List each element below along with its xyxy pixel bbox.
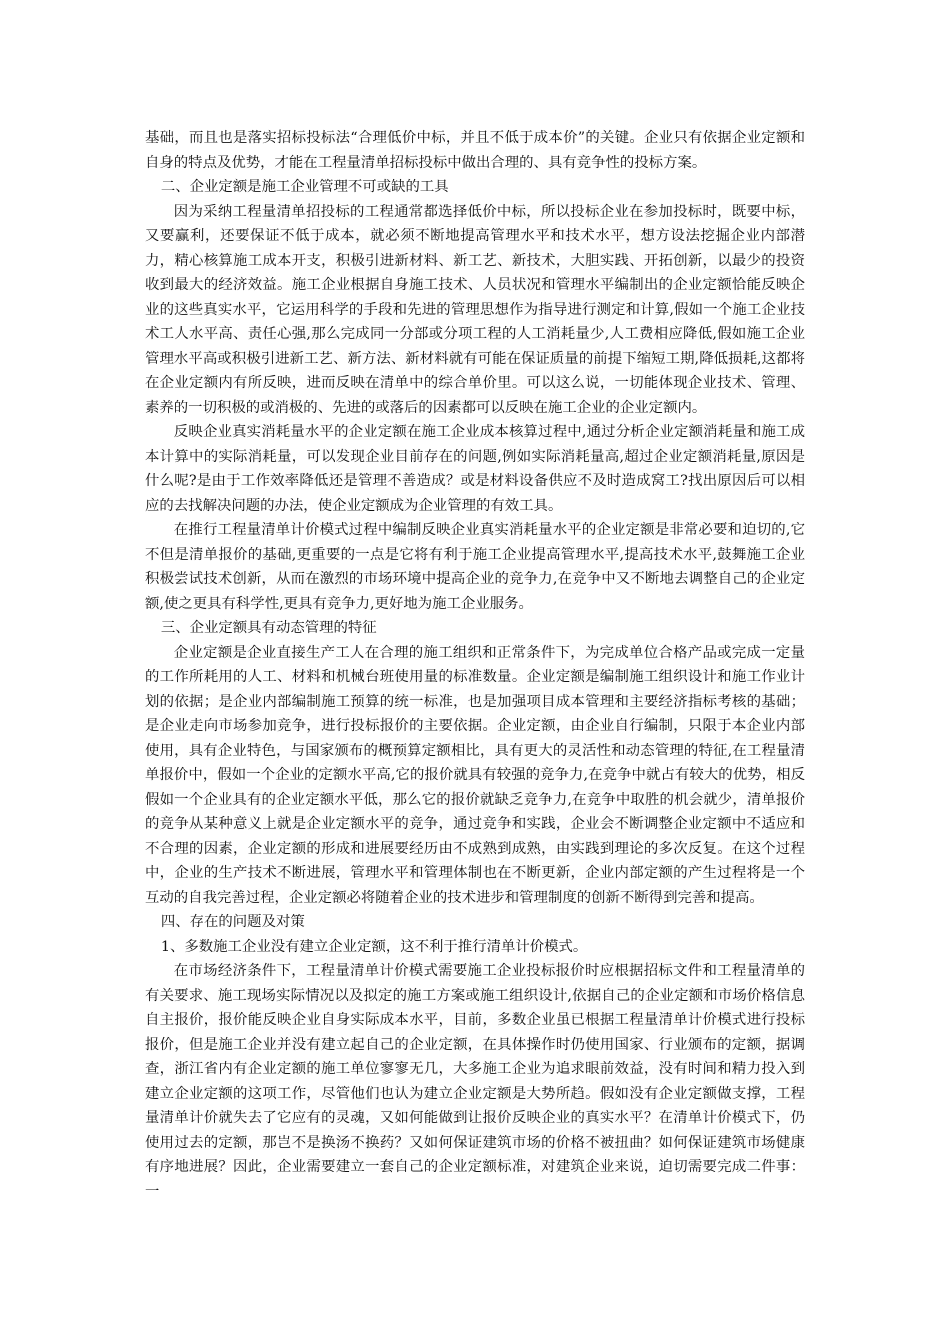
paragraph: 因为采纳工程量清单招投标的工程通常都选择低价中标，所以投标企业在参加投标时，既要中标，又要赢利，还要保证不低于成本，就必须不断地提高管理水平和技术水平，想方设法挖掘企业内部潜力，精心核算施工成本开支，积极引进新材料、新工艺、新技术，大胆实践、开拓创新，以最少的投资收到最大的经济效益。施工企业根据自身施工技术、人员状况和管理水平编制出的企业定额恰能反映企业的这些真实水平，它运用科学的手段和先进的管理思想作为指导进行测定和计算,假如一个施工企业技术工人水平高、责任心强,那么完成同一分部或分项工程的人工消耗量少,人工费相应降低,假如施工企业管理水平高或积极引进新工艺、新方法、新材料就有可能在保证质量的前提下缩短工期,降低损耗,这都将在企业定额内有所反映，进而反映在清单中的综合单价里。可以这么说，一切能体现企业技术、管理、素养的一切积极的或消极的、先进的或落后的因素都可以反映在施工企业的企业定额内。 [145,203,805,416]
section-heading-2: 二、企业定额是施工企业管理不可或缺的工具 [160,179,449,195]
paragraph: 反映企业真实消耗量水平的企业定额在施工企业成本核算过程中,通过分析企业定额消耗量和施工成本计算中的实际消耗量，可以发现企业目前存在的问题,例如实际消耗量高,超过企业定额消耗量,原因是什么呢?是由于工作效率降低还是管理不善造成？或是材料设备供应不及时造成窝工?找出原因后可以相应的去找解决问题的办法，使企业定额成为企业管理的有效工具。 [145,424,805,514]
subsection-heading-1: 1、多数施工企业没有建立企业定额，这不利于推行清单计价模式。 [160,938,588,955]
section-heading-3: 三、企业定额具有动态管理的特征 [160,620,377,636]
document-body [145,126,805,1204]
paragraph-intro-continued: 基础，而且也是落实招标投标法“合理低价中标，并且不低于成本价”的关键。企业只有依据企业定额和自身的特点及优势，才能在工程量清单招标投标中做出合理的、具有竞争性的投标方案。 [145,130,805,171]
paragraph: 在推行工程量清单计价模式过程中编制反映企业真实消耗量水平的企业定额是非常必要和迫切的,它不但是清单报价的基础,更重要的一点是它将有利于施工企业提高管理水平,提高技术水平,鼓舞施工企业积极尝试技术创新，从而在激烈的市场环境中提高企业的竞争力,在竞争中又不断地去调整自己的企业定额,使之更具有科学性,更具有竞争力,更好地为施工企业服务。 [145,522,805,612]
paragraph: 在市场经济条件下，工程量清单计价模式需要施工企业投标报价时应根据招标文件和工程量清单的有关要求、施工现场实际情况以及拟定的施工方案或施工组织设计,依据自己的企业定额和市场价格信息自主报价，报价能反映企业自身实际成本水平，目前，多数企业虽已根据工程量清单计价模式进行投标报价，但是施工企业并没有建立起自己的企业定额，在具体操作时仍使用国家、行业颁布的定额，据调查，浙江省内有企业定额的施工单位寥寥无几，大多施工企业为追求眼前效益，没有时间和精力投入到建立企业定额的这项工作，尽管他们也认为建立企业定额是大势所趋。假如没有企业定额做支撑，工程量清单计价就失去了它应有的灵魂，又如何能做到让报价反映企业的真实水平？在清单计价模式下，仍使用过去的定额，那岂不是换汤不换药？又如何保证建筑市场的价格不被扭曲？如何保证建筑市场健康有序地进展？因此，企业需要建立一套自己的企业定额标准，对建筑企业来说，迫切需要完成二件事：一 [145,963,805,1200]
paragraph: 企业定额是企业直接生产工人在合理的施工组织和正常条件下，为完成单位合格产品或完成一定量的工作所耗用的人工、材料和机械台班使用量的标准数量。企业定额是编制施工组织设计和施工作业计划的依据；是企业内部编制施工预算的统一标准，也是加强项目成本管理和主要经济指标考核的基础；是企业走向市场参加竞争，进行投标报价的主要依据。企业定额，由企业自行编制，只限于本企业内部使用，具有企业特色，与国家颁布的概预算定额相比，具有更大的灵活性和动态管理的特征,在工程量清单报价中，假如一个企业的定额水平高,它的报价就具有较强的竞争力,在竞争中就占有较大的优势，相反假如一个企业具有的企业定额水平低，那么它的报价就缺乏竞争力,在竞争中取胜的机会就少，清单报价的竞争从某种意义上就是企业定额水平的竞争，通过竞争和实践，企业会不断调整企业定额中不适应和不合理的因素，企业定额的形成和进展要经历由不成熟到成熟，由实践到理论的多次反复。在这个过程中，企业的生产技术不断进展，管理水平和管理体制也在不断更新，企业内部定额的产生过程将是一个互动的自我完善过程，企业定额必将随着企业的技术进步和管理制度的创新不断得到完善和提高。 [145,644,805,906]
section-heading-4: 四、存在的问题及对策 [160,914,305,930]
